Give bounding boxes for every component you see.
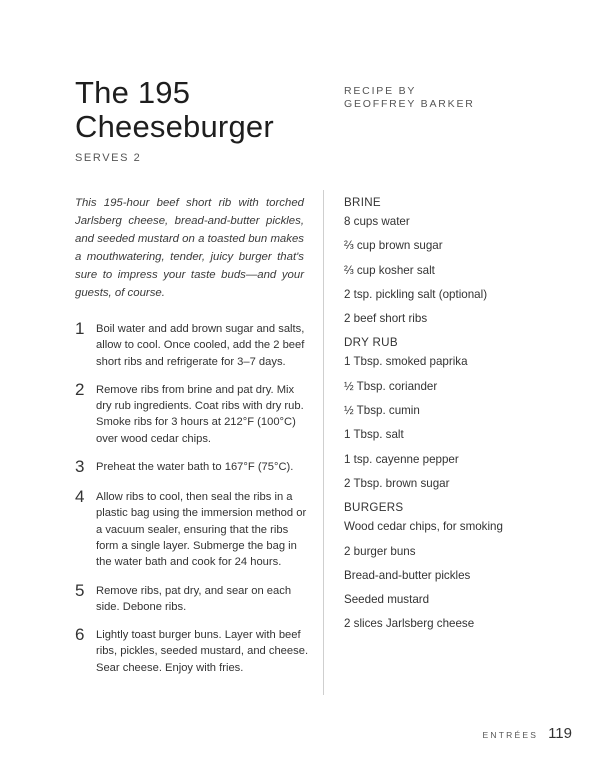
section-title: DRY RUB <box>344 336 398 350</box>
step-number: 3 <box>75 457 85 477</box>
ingredient-item: 2 burger buns <box>344 544 416 558</box>
section-title: BRINE <box>344 196 381 209</box>
ingredient-item: ⅔ cup kosher salt <box>344 263 435 277</box>
step-item <box>75 625 310 676</box>
step-item <box>75 581 310 616</box>
step-item <box>75 380 310 447</box>
page-number: 119 <box>548 725 572 742</box>
section-title: BURGERS <box>344 501 404 515</box>
recipe-intro: This 195-hour beef short rib with torched Jarlsberg cheese, bread-and-butter pickles, and seeded mustard on a toasted bun makes a mouthwatering, tender, juicy burger that's sure to impress your taste buds—and your guests, of course. <box>75 197 304 299</box>
step-text: Remove ribs, pat dry, and sear on each side. Debone ribs. <box>96 584 292 613</box>
step-item <box>75 457 310 477</box>
column-divider <box>323 190 324 695</box>
byline-author: GEOFFREY BARKER <box>344 98 475 110</box>
ingredient-item: 1 Tbsp. salt <box>344 428 404 442</box>
step-number: 1 <box>75 319 85 338</box>
step-number: 2 <box>75 379 85 399</box>
footer-section-label: ENTRÉES <box>482 730 539 740</box>
ingredient-item: ½ Tbsp. cumin <box>344 404 420 418</box>
ingredient-item: 1 tsp. cayenne pepper <box>344 452 459 466</box>
recipe-byline <box>344 85 475 111</box>
ingredient-item: 2 Tbsp. brown sugar <box>344 476 450 490</box>
ingredients-column <box>344 195 564 641</box>
recipe-title-line-1: The 195 <box>75 75 191 110</box>
step-number: 4 <box>75 487 85 507</box>
step-number: 6 <box>75 625 85 645</box>
ingredient-item: 2 slices Jarlsberg cheese <box>344 617 475 631</box>
step-number: 5 <box>75 580 85 600</box>
ingredient-item: ⅔ cup brown sugar <box>344 239 443 253</box>
ingredient-item: ½ Tbsp. coriander <box>344 379 438 393</box>
ingredient-item: Bread-and-butter pickles <box>344 568 471 582</box>
page-footer <box>483 725 572 742</box>
steps-list <box>75 319 310 686</box>
ingredient-item: Seeded mustard <box>344 593 430 607</box>
ingredient-item: 8 cups water <box>344 215 410 228</box>
ingredient-item: Wood cedar chips, for smoking <box>344 520 503 534</box>
ingredient-item: 2 tsp. pickling salt (optional) <box>344 287 488 301</box>
ingredient-section-dry-rub <box>344 335 564 491</box>
step-text: Boil water and add brown sugar and salts, allow to cool. Once cooled, add the 2 beef short ribs and refrigerate for 3–7 days. <box>96 323 305 368</box>
ingredient-section-brine <box>344 195 564 327</box>
recipe-title <box>75 76 335 144</box>
ingredient-item: 2 beef short ribs <box>344 312 428 326</box>
step-item <box>75 319 310 370</box>
ingredient-section-burgers <box>344 500 564 632</box>
step-text: Remove ribs from brine and pat dry. Mix dry rub ingredients. Coat ribs with dry rub. Smoke ribs for 3 hours at 212°F (100°C) over wood cedar chips. <box>96 383 304 445</box>
ingredient-item: 1 Tbsp. smoked paprika <box>344 355 468 369</box>
step-text: Allow ribs to cool, then seal the ribs in a plastic bag using the immersion method or a vacuum sealer, ensuring that the ribs form a single layer. Submerge the bag in the water bath and cook for 24 hours. <box>96 491 307 569</box>
step-text: Preheat the water bath to 167°F (75°C). <box>96 461 294 474</box>
recipe-title-line-2: Cheeseburger <box>75 109 274 144</box>
byline-label: RECIPE BY <box>344 85 417 97</box>
step-item <box>75 487 310 570</box>
step-text: Lightly toast burger buns. Layer with beef ribs, pickles, seeded mustard, and cheese. Sear cheese. Enjoy with fries. <box>96 629 309 674</box>
serves-label: SERVES 2 <box>75 152 142 164</box>
